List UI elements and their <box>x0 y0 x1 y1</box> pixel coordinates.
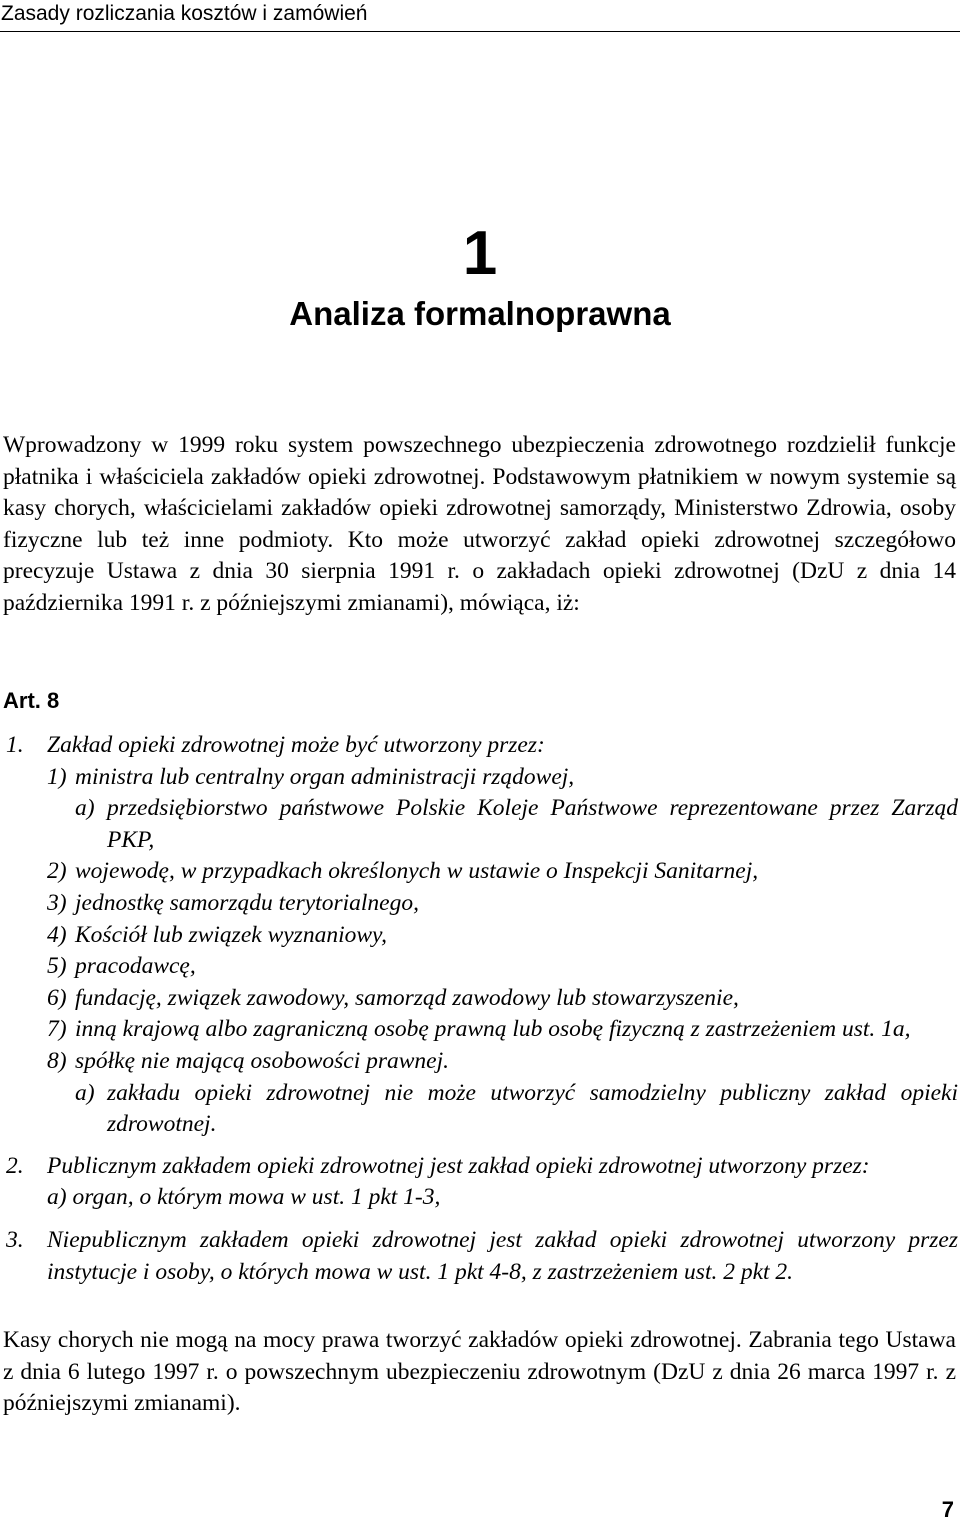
chapter-number: 1 <box>462 219 498 288</box>
list-item-text: ministra lub centralny organ administracji rządowej, <box>75 763 575 790</box>
list-item-label: 4) <box>47 921 67 948</box>
closing-paragraph: Kasy chorych nie mogą na mocy prawa tworzyć zakładów opieki zdrowotnej. Zabrania tego Ustawa z dnia 6 lutego 1997 r. o powszechnym ubezpieczeniu zdrowotnym (DzU z dnia 26 marca 1997 r. z późniejszymi zmianami). <box>3 1327 956 1417</box>
article-paragraph-1 <box>0 730 958 762</box>
list-item-label: 7) <box>47 1016 67 1043</box>
article-heading: Art. 8 <box>3 688 60 713</box>
sub-item-text: a) organ, o którym mowa w ust. 1 pkt 1-3, <box>47 1184 441 1211</box>
list-item-label: 5) <box>47 953 67 980</box>
article-paragraph-3 <box>0 1225 958 1288</box>
list-item <box>0 920 958 952</box>
paragraph-label: 3. <box>6 1226 24 1253</box>
list-item-label: a) <box>75 1079 95 1106</box>
list-item-label: 3) <box>47 889 67 916</box>
article-paragraph-2 <box>0 1151 958 1183</box>
list-item-text: zakładu opieki zdrowotnej nie może utworzyć samodzielny publiczny zakład opieki zdrowotnej. <box>107 1079 958 1138</box>
list-item <box>0 856 958 888</box>
list-item-text: spółkę nie mającą osobowości prawnej. <box>75 1047 450 1074</box>
list-item-text: pracodawcę, <box>75 953 196 980</box>
list-item-text: wojewodę, w przypadkach określonych w ustawie o Inspekcji Sanitarnej, <box>75 858 759 885</box>
list-item-text: inną krajową albo zagraniczną osobę prawną lub osobę fizyczną z zastrzeżeniem ust. 1a, <box>75 1016 911 1043</box>
paragraph-text: Zakład opieki zdrowotnej może być utworzony przez: <box>47 732 545 758</box>
paragraph-text: Publicznym zakładem opieki zdrowotnej jest zakład opieki zdrowotnej utworzony przez: <box>47 1152 870 1179</box>
list-item <box>0 1046 958 1078</box>
list-item <box>0 983 958 1015</box>
list-item-text: przedsiębiorstwo państwowe Polskie Koleje Państwowe reprezentowane przez Zarząd PKP, <box>107 795 958 853</box>
list-item <box>0 951 958 983</box>
chapter-title: Analiza formalnoprawna <box>289 295 671 332</box>
list-item-label: a) <box>75 795 95 822</box>
paragraph-text: Niepublicznym zakładem opieki zdrowotnej jest zakład opieki zdrowotnej utworzony przez instytucje i osoby, o których mowa w ust. 1 pkt 4-8, z zastrzeżeniem ust. 2 pkt 2. <box>47 1226 958 1285</box>
page-number: 7 <box>941 1497 954 1522</box>
list-item-text: jednostkę samorządu terytorialnego, <box>75 889 419 916</box>
paragraph-label: 1. <box>6 732 24 758</box>
list-item-text: Kościół lub związek wyznaniowy, <box>75 921 388 948</box>
list-item <box>0 1078 958 1141</box>
list-item-label: 2) <box>47 858 67 885</box>
list-item <box>0 1014 958 1046</box>
list-item-label: 8) <box>47 1047 67 1074</box>
list-item-text: fundację, związek zawodowy, samorząd zawodowy lub stowarzyszenie, <box>75 984 739 1011</box>
list-item <box>0 762 958 794</box>
intro-paragraph: Wprowadzony w 1999 roku system powszechnego ubezpieczenia zdrowotnego rozdzielił funkcje płatnika i właściciela zakładów opieki zdrowotnej. Podstawowym płatnikiem w nowym systemie są kasy chorych, właścicielami zakładów opieki zdrowotnej samorządy, Ministerstwo Zdrowia, osoby fizyczne lub też inne podmioty. Kto może utworzyć zakład opieki zdrowotnej szczegółowo precyzuje Ustawa z dnia 30 sierpnia 1991 r. o zakładach opieki zdrowotnej (DzU z dnia 14 października 1991 r. z późniejszymi zmianami), mówiąca, iż: <box>3 432 956 616</box>
article-body <box>0 730 958 1288</box>
list-item <box>0 793 958 856</box>
paragraph-sub-item <box>0 1182 958 1214</box>
paragraph-label: 2. <box>6 1152 24 1179</box>
list-item-label: 1) <box>47 763 67 790</box>
running-header: Zasady rozliczania kosztów i zamówień <box>0 0 960 32</box>
list-item <box>0 888 958 920</box>
list-item-label: 6) <box>47 984 67 1011</box>
